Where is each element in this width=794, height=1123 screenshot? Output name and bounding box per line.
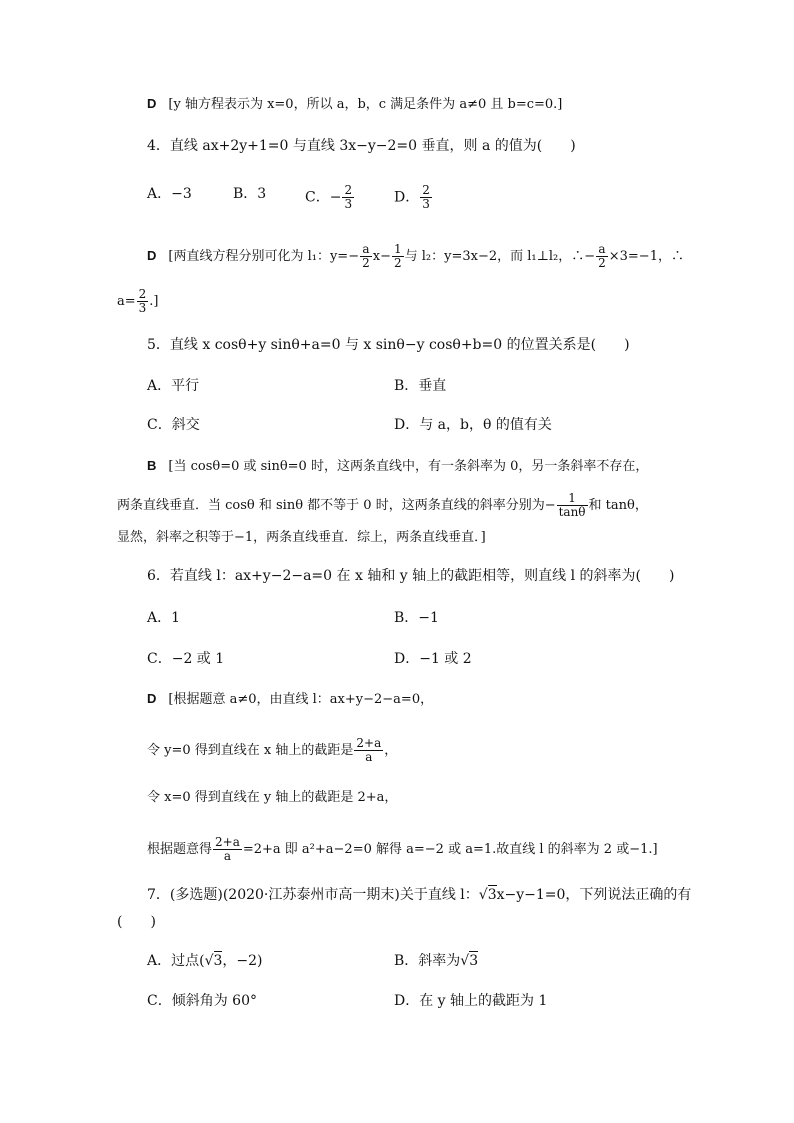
answer-6-line2: 令 y=0 得到直线在 x 轴上的截距是 $\frac{2+a}{a}$ ，: [147, 736, 398, 764]
fraction: $\frac{2}{3}$: [138, 287, 147, 315]
q7-option-b: B．斜率为√3: [394, 953, 479, 969]
question-5: 5．直线 x cosθ+y sinθ+a=0 与 x sinθ−y cosθ+b=0 的位置关系是( ): [147, 337, 630, 353]
question-7-cont: ( ): [117, 914, 156, 930]
answer-4-cont: a= $\frac{2}{3}$ .]: [117, 287, 159, 315]
fraction: $\frac{2}{3}$: [344, 183, 353, 211]
answer-6: D [根据题意 a≠0，由直线 l：ax+y−2−a=0，: [147, 691, 434, 707]
answer-6-line3: 令 x=0 得到直线在 y 轴上的截距是 2+a，: [147, 790, 398, 805]
question-6: 6．若直线 l：ax+y−2−a=0 在 x 轴和 y 轴上的截距相等，则直线 l 的斜率为( ): [147, 568, 675, 584]
answer-4: D [两直线方程分别可化为 l₁：y=− $\frac{a}{2}$ x− $\frac{1}{2}$ 与 l₂：y=3x−2，而 l₁⊥l₂，∴− $\frac{a}{2}$ ×3=−1，∴: [147, 242, 684, 270]
answer-3: D [y 轴方程表示为 x=0，所以 a，b，c 满足条件为 a≠0 且 b=c=0.]: [147, 96, 563, 112]
sqrt-symbol: √: [478, 887, 488, 903]
sqrt-symbol: √: [460, 953, 470, 969]
answer-5-cont: 两条直线垂直．当 cosθ 和 sinθ 都不等于 0 时，这两条直线的斜率分别为− $\frac{1}{\tan\theta}$ 和 tanθ，: [117, 491, 648, 519]
q4-option-b: B．3: [233, 186, 267, 202]
q7-option-a: A．过点(√3，−2): [147, 953, 263, 969]
q6-option-c: C．−2 或 1: [147, 651, 225, 667]
fraction: $\frac{1}{\tan\theta}$: [558, 491, 586, 519]
question-4: 4．直线 ax+2y+1=0 与直线 3x−y−2=0 垂直，则 a 的值为( ): [147, 138, 576, 154]
q6-option-d: D．−1 或 2: [394, 651, 472, 667]
question-7: 7．(多选题)(2020·江苏泰州市高一期末)关于直线 l：√3x−y−1=0，下列说法正确的有: [147, 887, 692, 903]
fraction: $\frac{a}{2}$: [362, 242, 370, 270]
answer-5: B [当 cosθ=0 或 sinθ=0 时，这两条直线中，有一条斜率为 0，另一条斜率不存在，: [147, 458, 649, 474]
fraction: $\frac{a}{2}$: [598, 242, 606, 270]
q5-option-b: B．垂直: [394, 378, 447, 394]
fraction: $\frac{2+a}{a}$: [215, 835, 240, 863]
fraction: $\frac{2}{3}$: [422, 183, 430, 211]
answer-5-end: 显然，斜率之积等于−1，两条直线垂直．综上，两条直线垂直．]: [117, 530, 486, 545]
q5-option-d: D．与 a，b，θ 的值有关: [394, 417, 552, 433]
sqrt-symbol: √: [204, 953, 214, 969]
q5-option-a: A．平行: [147, 378, 200, 394]
q5-option-c: C．斜交: [147, 417, 200, 433]
answer-6-line4: 根据题意得 $\frac{2+a}{a}$ =2+a 即 a²+a−2=0 解得 a=−2 或 a=1.故直线 l 的斜率为 2 或−1.]: [147, 835, 658, 863]
q4-option-d: D． $\frac{2}{3}$: [394, 183, 430, 211]
q6-option-a: A．1: [147, 610, 181, 626]
q7-option-c: C．倾斜角为 60°: [147, 993, 257, 1009]
q6-option-b: B．−1: [394, 610, 439, 626]
q4-option-a: A．−3: [147, 186, 192, 202]
fraction: $\frac{2+a}{a}$: [356, 736, 382, 764]
q7-option-d: D．在 y 轴上的截距为 1: [394, 993, 548, 1009]
q4-option-c: C．− $\frac{2}{3}$: [305, 183, 353, 211]
fraction: $\frac{1}{2}$: [393, 242, 402, 270]
